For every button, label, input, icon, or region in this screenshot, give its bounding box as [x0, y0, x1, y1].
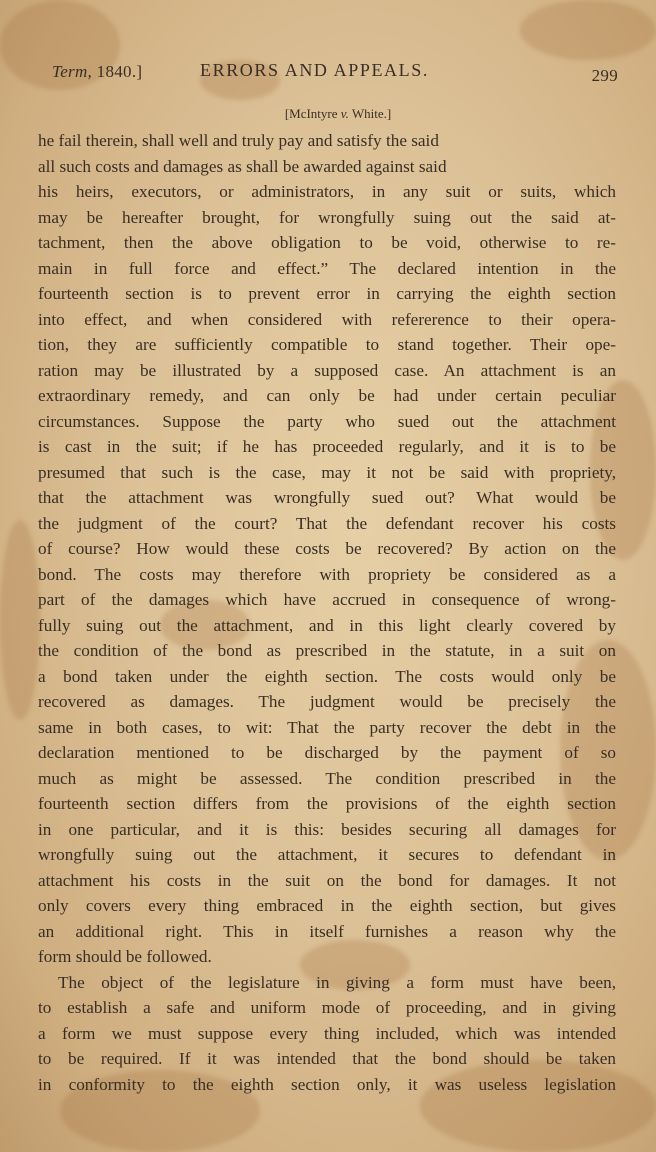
page-title: ERRORS AND APPEALS.	[200, 60, 429, 80]
text-line: declaration mentioned to be discharged by the payment of so	[38, 743, 616, 762]
age-stain	[0, 520, 40, 720]
text-line: fourteenth section is to prevent error in carrying the eighth section	[38, 284, 616, 303]
page-number: 299	[591, 66, 618, 85]
text-line: he fail therein, shall well and truly pay and satisfy the said	[38, 131, 439, 150]
text-line: bond. The costs may therefore with propriety be considered as a	[38, 564, 616, 584]
text-line: attachment his costs in the suit on the bond for damages. It not	[38, 870, 616, 890]
text-line: in one particular, and it is this: besides securing all damages for	[38, 819, 616, 839]
text-line: to establish a safe and uniform mode of proceeding, and in giving	[38, 998, 616, 1017]
text-line: a form we must suppose every thing included, which was intended	[38, 1023, 616, 1043]
text-line: a bond taken under the eighth section. The costs would only be	[38, 666, 616, 686]
term-label: Term, 1840.]	[52, 62, 143, 81]
text-line: same in both cases, to wit: That the party recover the debt in the	[38, 717, 616, 737]
text-line: all such costs and damages as shall be awarded against said	[38, 156, 447, 176]
text-line: of course? How would these costs be recovered? By action on the	[38, 539, 616, 558]
text-line: in conformity to the eighth section only, it was useless legislation	[38, 1074, 616, 1094]
text-line: wrongfully suing out the attachment, it secures to defendant in	[38, 845, 616, 864]
text-line: tion, they are sufficiently compatible to stand together. Their ope-	[38, 335, 616, 354]
age-stain	[520, 0, 656, 60]
text-line: circumstances. Suppose the party who sued out the attachment	[38, 411, 616, 431]
text-line: that the attachment was wrongfully sued out? What would be	[38, 488, 616, 507]
case-caption: [McIntyre v. White.]	[284, 106, 392, 121]
text-line: extraordinary remedy, and can only be had under certain peculiar	[38, 386, 616, 405]
text-line: ration may be illustrated by a supposed case. An attachment is an	[38, 360, 616, 380]
text-line: only covers every thing embraced in the eighth section, but gives	[38, 896, 616, 915]
text-line: to be required. If it was intended that the bond should be taken	[38, 1049, 616, 1068]
text-line: main in full force and effect.” The declared intention in the	[38, 258, 616, 278]
running-head	[52, 58, 618, 88]
text-line: presumed that such is the case, may it not be said with propriety,	[38, 462, 616, 482]
text-line: part of the damages which have accrued in consequence of wrong-	[38, 590, 616, 609]
text-line: tachment, then the above obligation to be void, otherwise to re-	[38, 233, 616, 252]
text-line: is cast in the suit; if he has proceeded regularly, and it is to be	[38, 437, 616, 456]
text-line: may be hereafter brought, for wrongfully suing out the said at-	[38, 207, 616, 227]
text-line: his heirs, executors, or administrators, in any suit or suits, which	[38, 182, 616, 201]
body-text	[38, 128, 616, 1097]
text-line: fourteenth section differs from the provisions of the eighth section	[38, 794, 616, 813]
text-line: form should be followed.	[38, 947, 212, 966]
text-line: much as might be assessed. The condition prescribed in the	[38, 768, 616, 788]
text-line: the judgment of the court? That the defendant recover his costs	[38, 513, 616, 533]
text-line: recovered as damages. The judgment would be precisely the	[38, 692, 616, 711]
text-line: into effect, and when considered with refererence to their opera-	[38, 309, 616, 329]
text-line: fully suing out the attachment, and in this light clearly covered by	[38, 615, 616, 635]
text-line: the condition of the bond as prescribed in the statute, in a suit on	[38, 641, 616, 660]
text-line: an additional right. This in itself furnishes a reason why the	[38, 921, 616, 941]
text-line: The object of the legislature in giving a form must have been,	[58, 972, 616, 992]
